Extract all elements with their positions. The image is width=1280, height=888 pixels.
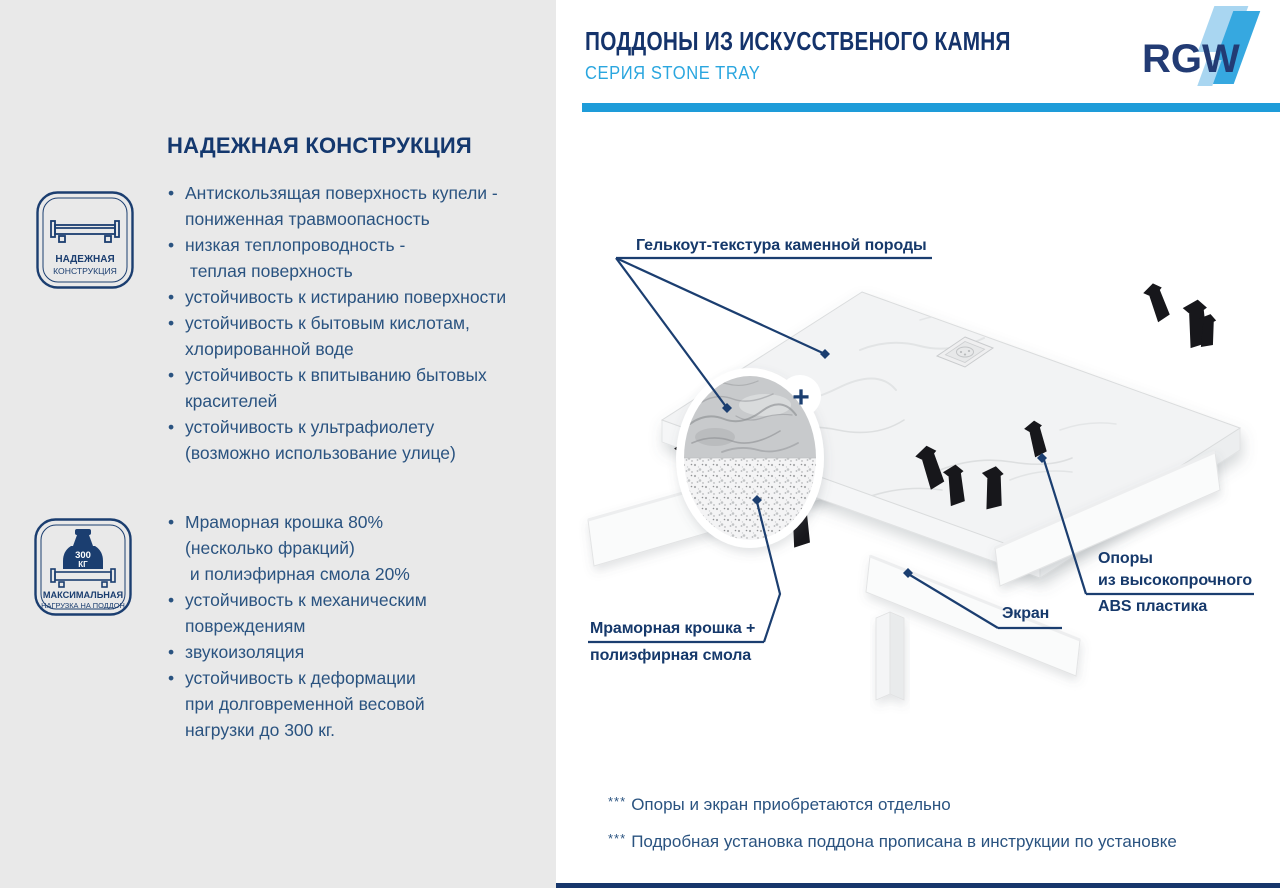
features-panel [0,0,556,888]
max-load-badge [33,517,133,617]
feature-list-construction [168,180,548,466]
tray-side-icon [51,221,119,242]
weight-value: 300 [75,550,91,561]
page-subtitle: СЕРИЯ STONE TRAY [585,63,761,83]
header-divider-bar [582,103,1280,112]
footer-bar [556,883,1280,888]
callout-supports-line1: Опоры [1098,550,1153,567]
rgw-logo [1142,4,1272,98]
support-foot [1142,281,1171,323]
logo-text: RGW [1142,37,1240,81]
feature-list-material [168,509,548,743]
section-heading: НАДЕЖНАЯ КОНСТРУКЦИЯ [167,133,472,158]
callout-marble-line1: Мраморная крошка + [590,620,756,637]
gelcoat-leader-2 [616,258,825,354]
feature-item: • Мраморная крошка 80% (несколько фракций) и полиэфирная смола 20% [168,509,548,587]
callout-marble-line2: полиэфирная смола [590,647,752,664]
feature-item: • устойчивость к истиранию поверхности [168,284,548,310]
plus-icon: + [792,381,810,414]
callout-screen: Экран [1002,605,1050,622]
feature-item: • низкая теплопроводность - теплая поверхность [168,232,548,284]
tray-exploded-diagram [556,115,1280,775]
badge-label-line1: НАДЕЖНАЯ [55,254,115,265]
texture-magnifier [676,368,824,548]
reliable-construction-badge [35,190,135,290]
feature-item: • устойчивость к бытовым кислотам, хлорированной воде [168,310,548,362]
callout-gelcoat: Гелькоут-текстура каменной породы [636,237,927,254]
callout-supports-line2: из высокопрочного [1098,572,1253,589]
footnote-text: Подробная установка поддона прописана в инструкции по установке [631,832,1177,851]
feature-item: • устойчивость к деформации при долговременной весовой нагрузки до 300 кг. [168,665,548,743]
feature-item: • Антискользящая поверхность купели - пониженная травмоопасность [168,180,548,232]
footnote-1 [608,795,951,815]
footnote-marker: *** [608,794,627,809]
page-title: ПОДДОНЫ ИЗ ИСКУССТВЕНОГО КАМНЯ [585,26,1011,56]
screen-corner-piece [876,612,904,700]
feature-item: • устойчивость к впитыванию бытовых красителей [168,362,548,414]
tray-side-icon [51,569,115,587]
feature-item: • устойчивость к ультрафиолету (возможно использование улице) [168,414,548,466]
callout-supports-line3: ABS пластика [1098,598,1208,615]
gelcoat-leader-1 [616,258,727,408]
badge-label-line2: КОНСТРУКЦИЯ [53,266,117,276]
feature-item: • звукоизоляция [168,639,548,665]
badge-label-line2: НАГРУЗКА НА ПОДДОН [41,601,125,610]
footnote-2 [608,832,1177,852]
badge-label-line1: МАКСИМАЛЬНАЯ [42,590,124,600]
footnote-marker: *** [608,831,627,846]
weight-unit: КГ [78,560,88,569]
footnote-text: Опоры и экран приобретаются отдельно [631,795,951,814]
feature-item: • устойчивость к механическим повреждениям [168,587,548,639]
